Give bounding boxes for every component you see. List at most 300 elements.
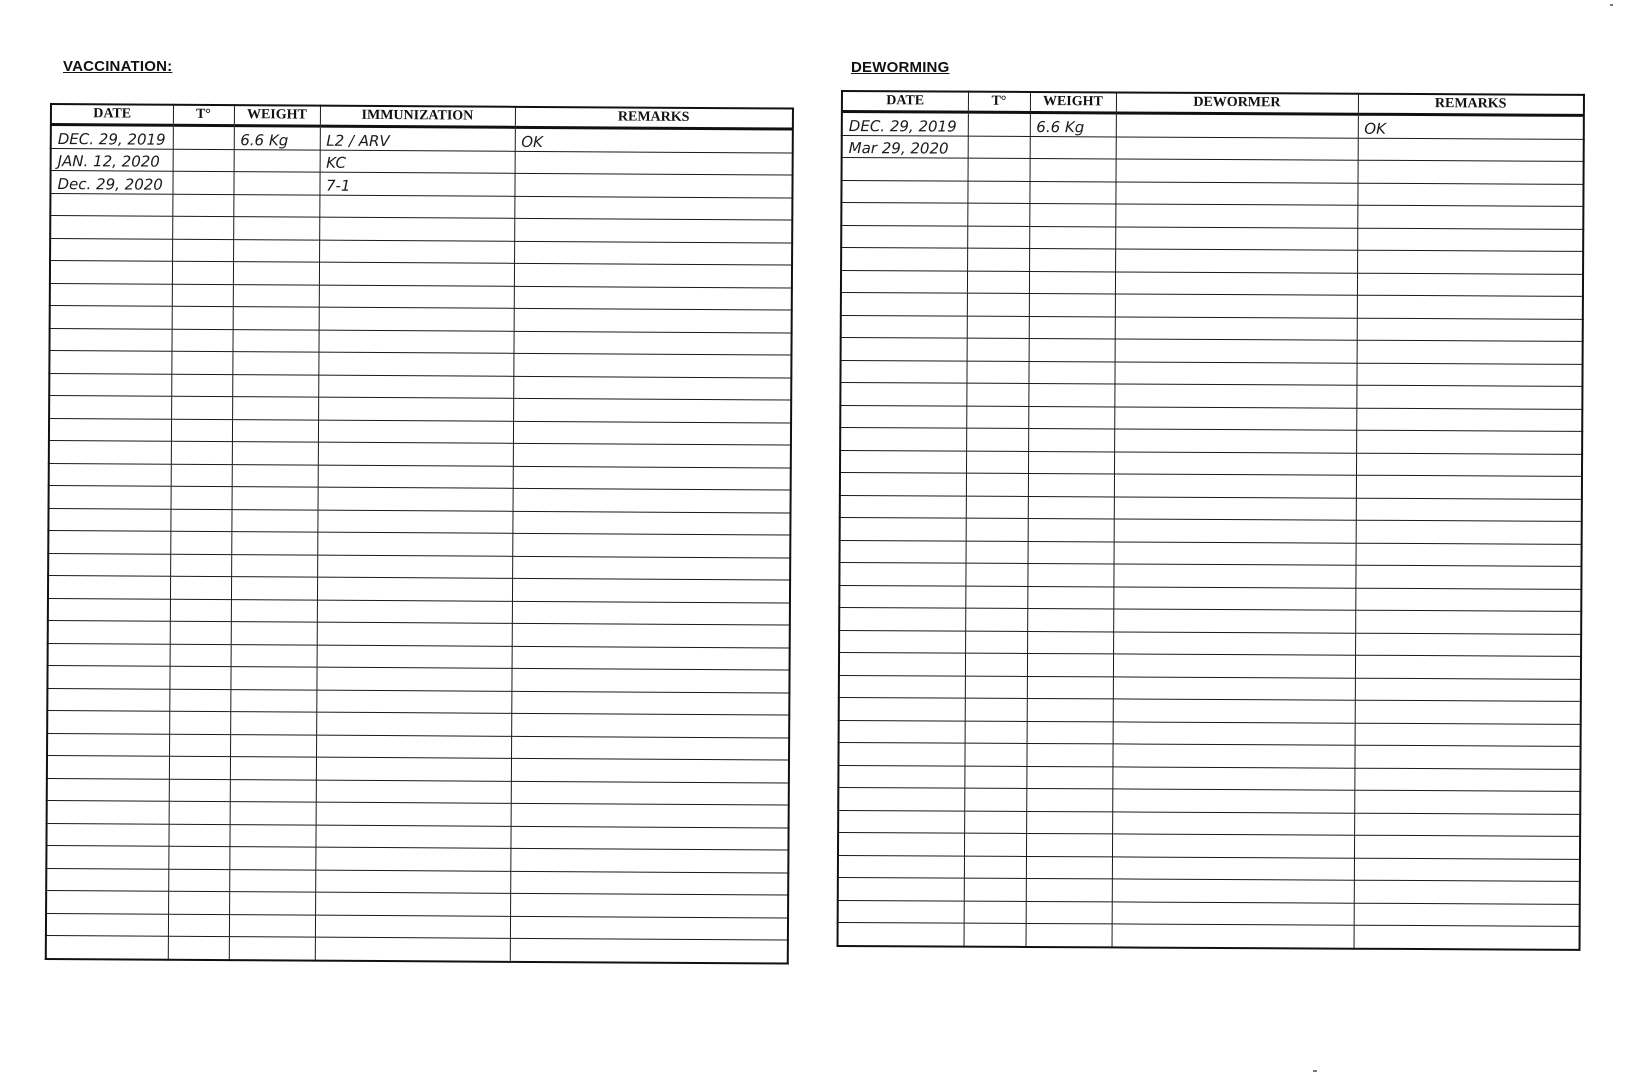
deworming-cell-remarks: [1356, 475, 1582, 499]
vaccination-cell-date: [50, 216, 172, 239]
deworming-cell-date: [840, 383, 966, 406]
deworming-cell-weight: 6.6 Kg: [1030, 112, 1116, 136]
vaccination-cell-remarks: [514, 173, 792, 197]
deworming-cell-dewormer: [1114, 451, 1356, 475]
vaccination-cell-date: [47, 800, 169, 823]
vaccination-cell-remarks: [511, 781, 789, 805]
deworming-cell-date: [841, 225, 967, 248]
deworming-cell-date: [840, 428, 966, 451]
vaccination-cell-immunization: [316, 757, 511, 781]
vaccination-cell-date: [48, 575, 170, 598]
deworming-cell-weight: [1027, 698, 1113, 721]
deworming-cell-dewormer: [1116, 159, 1358, 183]
vaccination-cell-date: [47, 665, 169, 688]
deworming-cell-date: [839, 630, 965, 653]
deworming-header-temperature: T°: [968, 92, 1030, 113]
deworming-cell-temperature: [965, 653, 1027, 676]
vaccination-cell-date: [50, 283, 172, 306]
vaccination-cell-temperature: [173, 149, 234, 172]
vaccination-cell-immunization: [319, 195, 514, 219]
deworming-cell-date: [838, 832, 964, 855]
deworming-cell-remarks: OK: [1358, 114, 1584, 139]
deworming-cell-remarks: [1355, 633, 1581, 657]
vaccination-cell-temperature: [170, 621, 231, 644]
vaccination-cell-temperature: [171, 396, 232, 419]
deworming-cell-date: [841, 338, 967, 361]
deworming-cell-temperature: [967, 181, 1029, 204]
vaccination-cell-immunization: [317, 600, 512, 624]
deworming-cell-weight: [1026, 766, 1112, 789]
vaccination-cell-date: [50, 306, 172, 329]
vaccination-cell-temperature: [170, 554, 231, 577]
vaccination-cell-date: [48, 553, 170, 576]
deworming-cell-temperature: [967, 203, 1029, 226]
deworming-cell-date: Mar 29, 2020: [842, 135, 968, 158]
vaccination-cell-date: [46, 868, 168, 891]
deworming-cell-dewormer: [1112, 834, 1354, 858]
deworming-cell-weight: [1026, 811, 1112, 834]
deworming-cell-remarks: [1355, 565, 1581, 589]
vaccination-cell-weight: [233, 172, 319, 195]
vaccination-cell-immunization: [319, 262, 514, 286]
vaccination-cell-weight: [232, 464, 318, 487]
deworming-cell-remarks: [1354, 768, 1580, 792]
vaccination-cell-immunization: [318, 330, 513, 354]
deworming-cell-date: [840, 495, 966, 518]
deworming-cell-remarks: [1355, 610, 1581, 634]
deworming-cell-remarks: [1354, 925, 1580, 949]
vaccination-cell-weight: [232, 442, 318, 465]
vaccination-cell-immunization: [315, 892, 510, 916]
vaccination-cell-temperature: [168, 846, 229, 869]
deworming-cell-dewormer: [1113, 654, 1355, 678]
deworming-cell-temperature: [967, 338, 1029, 361]
deworming-cell-weight: [1026, 743, 1112, 766]
vaccination-cell-date: [47, 710, 169, 733]
vaccination-cell-weight: [232, 352, 318, 375]
vaccination-title: VACCINATION:: [63, 58, 173, 75]
deworming-cell-date: [841, 315, 967, 338]
vaccination-cell-date: [49, 351, 171, 374]
vaccination-cell-weight: [230, 667, 316, 690]
vaccination-cell-temperature: [169, 689, 230, 712]
vaccination-cell-remarks: [513, 466, 791, 490]
deworming-cell-dewormer: [1112, 811, 1354, 835]
deworming-cell-weight: [1029, 316, 1115, 339]
deworming-cell-remarks: [1354, 813, 1580, 837]
deworming-cell-dewormer: [1115, 204, 1357, 228]
vaccination-cell-temperature: [169, 801, 230, 824]
vaccination-cell-date: [50, 261, 172, 284]
deworming-cell-weight: [1026, 878, 1112, 901]
deworming-cell-dewormer: [1112, 766, 1354, 790]
deworming-cell-date: [840, 450, 966, 473]
deworming-cell-dewormer: [1112, 924, 1354, 948]
vaccination-cell-immunization: [315, 870, 510, 894]
deworming-cell-weight: [1028, 473, 1114, 496]
deworming-cell-date: [838, 877, 964, 900]
deworming-cell-temperature: [966, 473, 1028, 496]
vaccination-cell-temperature: [171, 486, 232, 509]
deworming-cell-date: [839, 720, 965, 743]
deworming-cell-date: [838, 742, 964, 765]
vaccination-cell-weight: [229, 892, 315, 915]
deworming-cell-temperature: [965, 721, 1027, 744]
vaccination-cell-remarks: [510, 848, 788, 872]
deworming-cell-date: [838, 922, 964, 946]
deworming-cell-remarks: [1357, 228, 1583, 252]
vaccination-cell-remarks: [511, 713, 789, 737]
vaccination-cell-remarks: [513, 331, 791, 355]
vaccination-header-temperature: T°: [173, 105, 234, 126]
vaccination-cell-temperature: [169, 734, 230, 757]
vaccination-cell-temperature: [170, 576, 231, 599]
vaccination-cell-weight: [231, 577, 317, 600]
vaccination-header-remarks: REMARKS: [515, 107, 793, 129]
deworming-cell-remarks: [1354, 903, 1580, 927]
vaccination-cell-immunization: [315, 937, 510, 961]
deworming-cell-weight: [1026, 833, 1112, 856]
deworming-cell-weight: [1029, 181, 1115, 204]
deworming-cell-date: [841, 180, 967, 203]
deworming-cell-date: [839, 697, 965, 720]
vaccination-cell-immunization: [319, 307, 514, 331]
vaccination-cell-date: [48, 530, 170, 553]
vaccination-cell-date: [46, 823, 168, 846]
vaccination-cell-remarks: [514, 241, 792, 265]
vaccination-cell-weight: [231, 599, 317, 622]
deworming-cell-weight: [1029, 293, 1115, 316]
deworming-cell-date: [839, 585, 965, 608]
vaccination-cell-temperature: [171, 329, 232, 352]
vaccination-cell-date: [47, 733, 169, 756]
vaccination-cell-immunization: [318, 420, 513, 444]
deworming-cell-weight: [1026, 901, 1112, 924]
deworming-cell-temperature: [967, 271, 1029, 294]
deworming-cell-temperature: [964, 833, 1026, 856]
deworming-cell-weight: [1028, 496, 1114, 519]
vaccination-cell-weight: [229, 937, 315, 961]
vaccination-cell-weight: [230, 734, 316, 757]
vaccination-cell-weight: [233, 217, 319, 240]
vaccination-cell-temperature: [172, 171, 233, 194]
vaccination-cell-temperature: [171, 464, 232, 487]
vaccination-cell-remarks: [511, 668, 789, 692]
deworming-cell-remarks: [1355, 678, 1581, 702]
deworming-cell-date: [838, 787, 964, 810]
vaccination-cell-remarks: [512, 533, 790, 557]
vaccination-cell-immunization: [318, 352, 513, 376]
deworming-cell-dewormer: [1113, 609, 1355, 633]
vaccination-cell-date: [49, 418, 171, 441]
deworming-cell-temperature: [966, 451, 1028, 474]
scan-speck: [1610, 4, 1613, 6]
deworming-cell-date: [839, 675, 965, 698]
vaccination-cell-weight: [230, 689, 316, 712]
deworming-cell-temperature: [966, 406, 1028, 429]
vaccination-cell-date: DEC. 29, 2019: [51, 125, 173, 149]
deworming-cell-weight: [1026, 923, 1112, 946]
vaccination-cell-remarks: [514, 286, 792, 310]
deworming-cell-temperature: [966, 496, 1028, 519]
deworming-cell-temperature: [966, 383, 1028, 406]
deworming-table: [837, 90, 1585, 950]
vaccination-cell-weight: [233, 262, 319, 285]
vaccination-cell-date: [48, 508, 170, 531]
deworming-cell-temperature: [964, 743, 1026, 766]
deworming-cell-date: [841, 293, 967, 316]
vaccination-cell-weight: [232, 329, 318, 352]
deworming-cell-dewormer: [1114, 429, 1356, 453]
vaccination-cell-date: [48, 643, 170, 666]
vaccination-cell-weight: [230, 757, 316, 780]
deworming-cell-weight: [1027, 586, 1113, 609]
deworming-cell-dewormer: [1112, 856, 1354, 880]
vaccination-cell-weight: [232, 397, 318, 420]
vaccination-cell-remarks: [512, 511, 790, 535]
vaccination-cell-date: [48, 598, 170, 621]
vaccination-cell-immunization: [319, 285, 514, 309]
vaccination-cell-temperature: [172, 194, 233, 217]
vaccination-cell-remarks: [514, 218, 792, 242]
deworming-cell-weight: [1029, 203, 1115, 226]
deworming-cell-remarks: [1357, 318, 1583, 342]
deworming-cell-remarks: [1356, 430, 1582, 454]
vaccination-cell-weight: [229, 869, 315, 892]
deworming-cell-dewormer: [1115, 294, 1357, 318]
vaccination-cell-immunization: [318, 487, 513, 511]
deworming-cell-temperature: [967, 248, 1029, 271]
vaccination-cell-weight: [233, 307, 319, 330]
deworming-cell-temperature: [967, 316, 1029, 339]
vaccination-cell-date: JAN. 12, 2020: [51, 148, 173, 171]
deworming-cell-temperature: [964, 856, 1026, 879]
vaccination-cell-date: [46, 845, 168, 868]
vaccination-cell-date: [49, 440, 171, 463]
vaccination-cell-weight: [231, 644, 317, 667]
vaccination-cell-date: [47, 755, 169, 778]
vaccination-cell-remarks: [512, 601, 790, 625]
vaccination-cell-remarks: [511, 758, 789, 782]
deworming-cell-dewormer: [1114, 361, 1356, 385]
vaccination-cell-remarks: [512, 646, 790, 670]
deworming-cell-temperature: [964, 923, 1026, 946]
deworming-cell-date: [840, 517, 966, 540]
vaccination-cell-remarks: [511, 803, 789, 827]
vaccination-cell-weight: [234, 149, 320, 172]
deworming-cell-weight: [1026, 856, 1112, 879]
deworming-cell-weight: [1029, 271, 1115, 294]
deworming-cell-remarks: [1356, 520, 1582, 544]
vaccination-cell-remarks: [513, 421, 791, 445]
vaccination-cell-immunization: [319, 217, 514, 241]
table-row: [46, 935, 788, 963]
deworming-cell-date: [840, 405, 966, 428]
deworming-cell-temperature: [968, 158, 1030, 181]
deworming-cell-remarks: [1354, 745, 1580, 769]
vaccination-cell-date: [46, 913, 168, 936]
vaccination-cell-temperature: [170, 599, 231, 622]
deworming-cell-remarks: [1357, 295, 1583, 319]
vaccination-cell-immunization: [317, 510, 512, 534]
deworming-cell-date: [838, 855, 964, 878]
vaccination-cell-immunization: [316, 712, 511, 736]
deworming-cell-weight: [1030, 158, 1116, 181]
deworming-cell-date: [841, 270, 967, 293]
deworming-cell-remarks: [1354, 835, 1580, 859]
deworming-cell-temperature: [968, 136, 1030, 159]
deworming-cell-temperature: [964, 766, 1026, 789]
vaccination-cell-temperature: [173, 125, 234, 149]
vaccination-cell-temperature: [168, 914, 229, 937]
vaccination-cell-weight: [229, 847, 315, 870]
vaccination-cell-temperature: [171, 419, 232, 442]
vaccination-cell-date: [46, 890, 168, 913]
deworming-cell-remarks: [1355, 588, 1581, 612]
vaccination-cell-date: [49, 485, 171, 508]
vaccination-cell-date: [46, 935, 168, 959]
deworming-cell-temperature: [966, 361, 1028, 384]
deworming-cell-weight: [1028, 451, 1114, 474]
vaccination-cell-temperature: [171, 441, 232, 464]
deworming-cell-weight: [1029, 226, 1115, 249]
vaccination-cell-remarks: [514, 196, 792, 220]
vaccination-cell-date: [50, 238, 172, 261]
deworming-cell-dewormer: [1113, 721, 1355, 745]
deworming-header-weight: WEIGHT: [1030, 92, 1116, 113]
deworming-cell-date: [841, 203, 967, 226]
vaccination-header-weight: WEIGHT: [234, 105, 320, 126]
vaccination-cell-weight: [229, 914, 315, 937]
deworming-cell-weight: [1027, 631, 1113, 654]
deworming-cell-temperature: [964, 811, 1026, 834]
vaccination-cell-date: [47, 778, 169, 801]
deworming-cell-dewormer: [1114, 519, 1356, 543]
vaccination-cell-temperature: [168, 936, 229, 959]
deworming-cell-dewormer: [1114, 496, 1356, 520]
vaccination-cell-immunization: [318, 465, 513, 489]
deworming-cell-date: [839, 562, 965, 585]
vaccination-cell-weight: [230, 779, 316, 802]
vaccination-cell-temperature: [169, 711, 230, 734]
deworming-cell-temperature: [965, 608, 1027, 631]
deworming-cell-date: [838, 810, 964, 833]
deworming-cell-date: [842, 158, 968, 181]
deworming-cell-dewormer: [1113, 564, 1355, 588]
vaccination-cell-remarks: [512, 578, 790, 602]
deworming-cell-remarks: [1357, 205, 1583, 229]
vaccination-cell-immunization: [316, 667, 511, 691]
vaccination-cell-remarks: [511, 691, 789, 715]
vaccination-cell-weight: [231, 622, 317, 645]
table-row: [838, 922, 1580, 949]
vaccination-cell-immunization: [317, 532, 512, 556]
deworming-cell-date: [839, 607, 965, 630]
vaccination-cell-remarks: [510, 871, 788, 895]
deworming-cell-temperature: [965, 698, 1027, 721]
vaccination-header-date: DATE: [51, 104, 173, 125]
deworming-cell-weight: [1028, 383, 1114, 406]
deworming-cell-date: DEC. 29, 2019: [842, 112, 968, 136]
deworming-cell-date: [839, 652, 965, 675]
deworming-cell-weight: [1030, 136, 1116, 159]
deworming-cell-dewormer: [1114, 384, 1356, 408]
deworming-cell-dewormer: [1112, 879, 1354, 903]
vaccination-cell-immunization: [316, 780, 511, 804]
vaccination-cell-weight: [230, 712, 316, 735]
vaccination-cell-temperature: [170, 509, 231, 532]
deworming-cell-weight: [1026, 788, 1112, 811]
vaccination-cell-date: Dec. 29, 2020: [50, 171, 172, 194]
deworming-cell-remarks: [1357, 340, 1583, 364]
deworming-cell-remarks: [1357, 250, 1583, 274]
deworming-cell-temperature: [965, 631, 1027, 654]
deworming-cell-weight: [1027, 608, 1113, 631]
deworming-header-remarks: REMARKS: [1358, 94, 1584, 116]
deworming-header-date: DATE: [842, 91, 968, 112]
deworming-cell-remarks: [1356, 498, 1582, 522]
vaccination-cell-temperature: [168, 891, 229, 914]
deworming-title: DEWORMING: [851, 59, 950, 76]
vaccination-body: [46, 125, 793, 964]
deworming-cell-remarks: [1356, 363, 1582, 387]
deworming-cell-dewormer: [1112, 744, 1354, 768]
deworming-cell-remarks: [1358, 160, 1584, 184]
deworming-cell-temperature: [965, 676, 1027, 699]
deworming-cell-temperature: [966, 428, 1028, 451]
deworming-cell-weight: [1027, 721, 1113, 744]
vaccination-cell-immunization: [316, 690, 511, 714]
deworming-cell-remarks: [1354, 880, 1580, 904]
vaccination-cell-remarks: [515, 151, 793, 175]
vaccination-cell-immunization: [318, 442, 513, 466]
vaccination-table: [45, 103, 794, 964]
deworming-cell-weight: [1028, 518, 1114, 541]
vaccination-cell-weight: [229, 824, 315, 847]
deworming-cell-weight: [1029, 248, 1115, 271]
deworming-cell-dewormer: [1116, 113, 1358, 138]
vaccination-cell-remarks: [513, 443, 791, 467]
deworming-cell-date: [838, 765, 964, 788]
deworming-cell-remarks: [1356, 453, 1582, 477]
vaccination-cell-weight: [232, 419, 318, 442]
deworming-cell-remarks: [1356, 408, 1582, 432]
vaccination-cell-date: [49, 373, 171, 396]
vaccination-cell-temperature: [172, 284, 233, 307]
deworming-cell-remarks: [1358, 138, 1584, 162]
deworming-cell-date: [840, 540, 966, 563]
deworming-cell-date: [840, 473, 966, 496]
deworming-cell-temperature: [965, 586, 1027, 609]
vaccination-cell-weight: [233, 239, 319, 262]
vaccination-cell-immunization: [317, 555, 512, 579]
deworming-cell-dewormer: [1116, 136, 1358, 160]
table-row: [842, 112, 1584, 139]
vaccination-cell-temperature: [170, 644, 231, 667]
vaccination-cell-remarks: [512, 623, 790, 647]
deworming-cell-weight: [1028, 428, 1114, 451]
deworming-cell-date: [841, 248, 967, 271]
deworming-cell-temperature: [967, 293, 1029, 316]
vaccination-header-immunization: IMMUNIZATION: [320, 106, 515, 128]
deworming-cell-temperature: [966, 541, 1028, 564]
deworming-cell-dewormer: [1115, 316, 1357, 340]
deworming-cell-remarks: [1357, 183, 1583, 207]
deworming-cell-remarks: [1356, 385, 1582, 409]
vaccination-cell-immunization: [315, 825, 510, 849]
deworming-cell-temperature: [966, 518, 1028, 541]
vaccination-cell-temperature: [172, 239, 233, 262]
